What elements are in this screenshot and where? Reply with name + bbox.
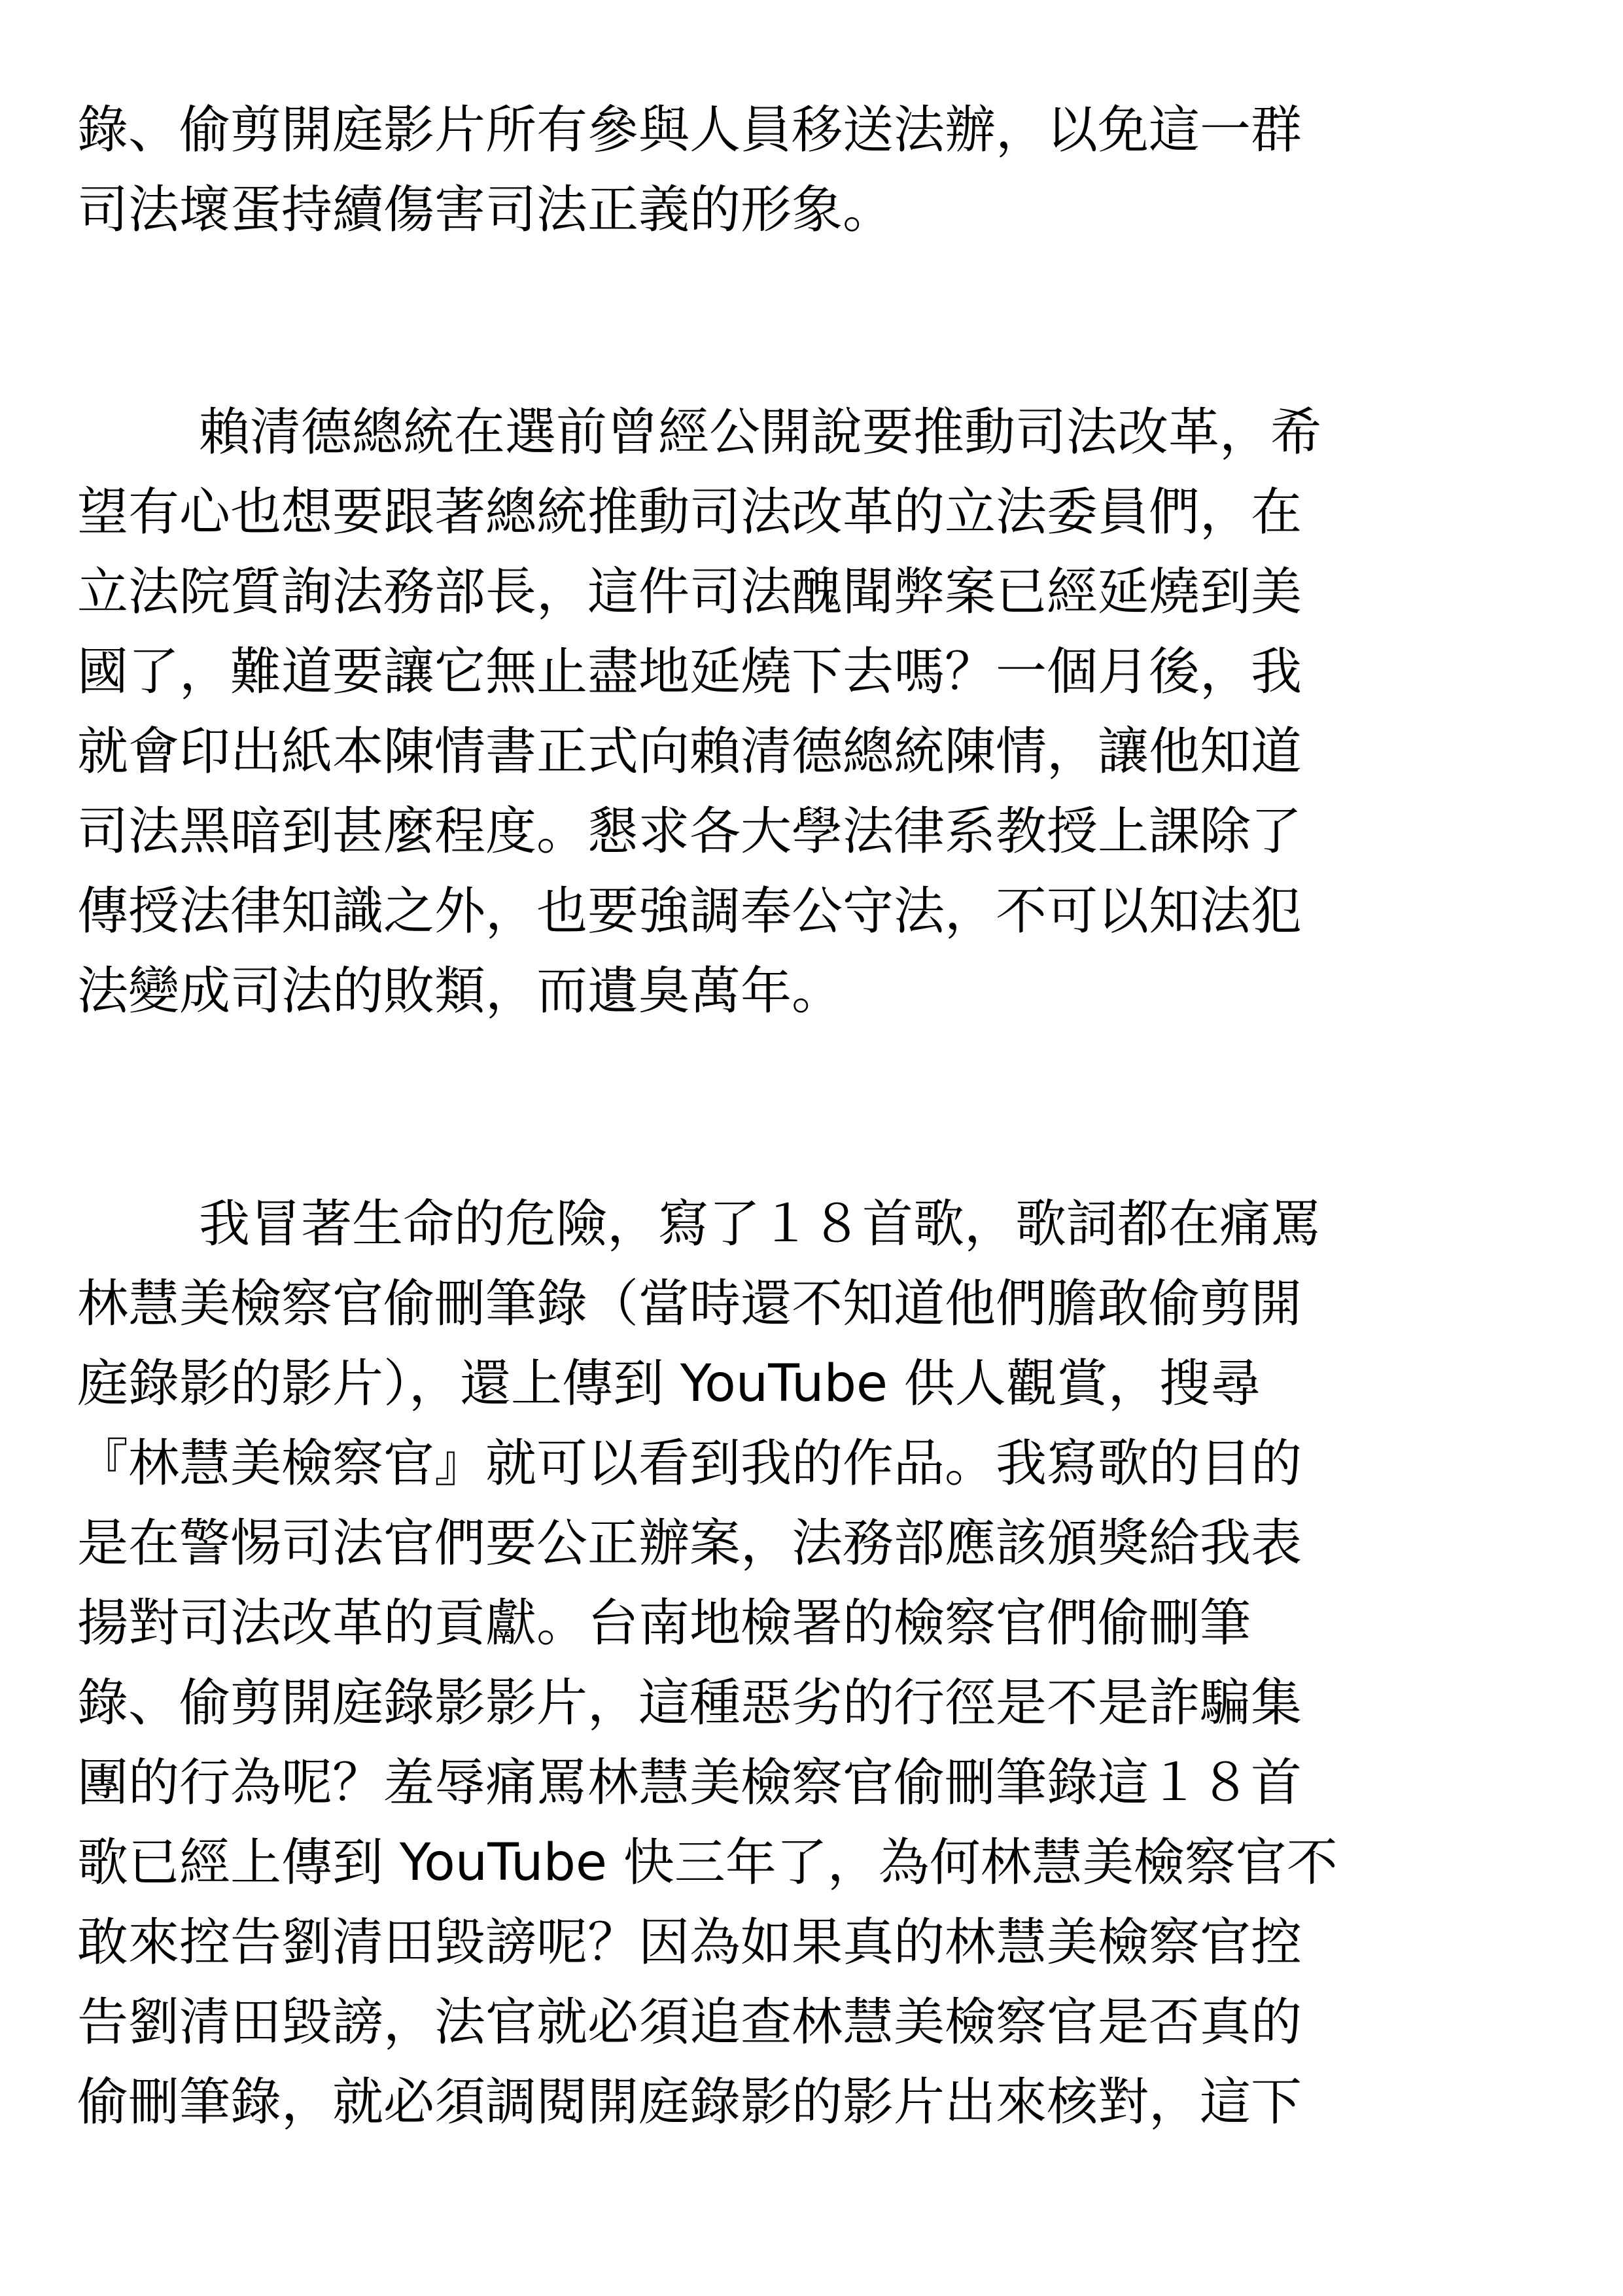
- text-line: 告劉清田毀謗，法官就必須追查林慧美檢察官是否真的: [77, 1993, 1302, 2052]
- paragraph-3: [77, 1184, 1556, 2142]
- text-line: 團的行為呢？羞辱痛罵林慧美檢察官偷刪筆錄這１８首: [77, 1754, 1302, 1812]
- paragraph-2: [77, 393, 1556, 1031]
- text-line: 立法院質詢法務部長，這件司法醜聞弊案已經延燒到美: [77, 563, 1302, 622]
- text-line: 揚對司法改革的貢獻。台南地檢署的檢察官們偷刪筆: [77, 1594, 1251, 1653]
- text-line: 『林慧美檢察官』就可以看到我的作品。我寫歌的目的: [77, 1434, 1302, 1493]
- text-line: 錄、偷剪開庭錄影影片，這種惡劣的行徑是不是詐騙集: [77, 1674, 1302, 1733]
- text-line: 是在警惕司法官們要公正辦案，法務部應該頒獎給我表: [77, 1514, 1302, 1573]
- text-line: 傳授法律知識之外，也要強調奉公守法，不可以知法犯: [77, 882, 1302, 941]
- text-line: 司法黑暗到甚麼程度。懇求各大學法律系教授上課除了: [77, 802, 1302, 861]
- text-line: 法變成司法的敗類，而遺臭萬年。: [77, 962, 843, 1021]
- text-line: 我冒著生命的危險，寫了１８首歌，歌詞都在痛罵: [199, 1195, 1322, 1254]
- text-line: 就會印出紙本陳情書正式向賴清德總統陳情，讓他知道: [77, 722, 1302, 781]
- text-line: 司法壞蛋持續傷害司法正義的形象。: [77, 181, 894, 239]
- text-line: 錄、偷剪開庭影片所有參與人員移送法辦，以免這一群: [77, 101, 1302, 160]
- text-line: 國了，難道要讓它無止盡地延燒下去嗎？一個月後，我: [77, 643, 1302, 701]
- text-line: 賴清德總統在選前曾經公開說要推動司法改革，希: [199, 403, 1322, 462]
- text-line: 敢來控告劉清田毀謗呢？因為如果真的林慧美檢察官控: [77, 1913, 1302, 1972]
- text-line: 庭錄影的影片），還上傳到 YouTube 供人觀賞，搜尋: [77, 1354, 1261, 1413]
- paragraph-1: [77, 90, 1556, 250]
- text-line: 林慧美檢察官偷刪筆錄（當時還不知道他們膽敢偷剪開: [77, 1275, 1302, 1333]
- text-line: 偷刪筆錄，就必須調閱開庭錄影的影片出來核對，這下: [77, 2073, 1302, 2132]
- text-line: 歌已經上傳到 YouTube 快三年了，為何林慧美檢察官不: [77, 1833, 1338, 1892]
- text-line: 望有心也想要跟著總統推動司法改革的立法委員們，在: [77, 483, 1302, 542]
